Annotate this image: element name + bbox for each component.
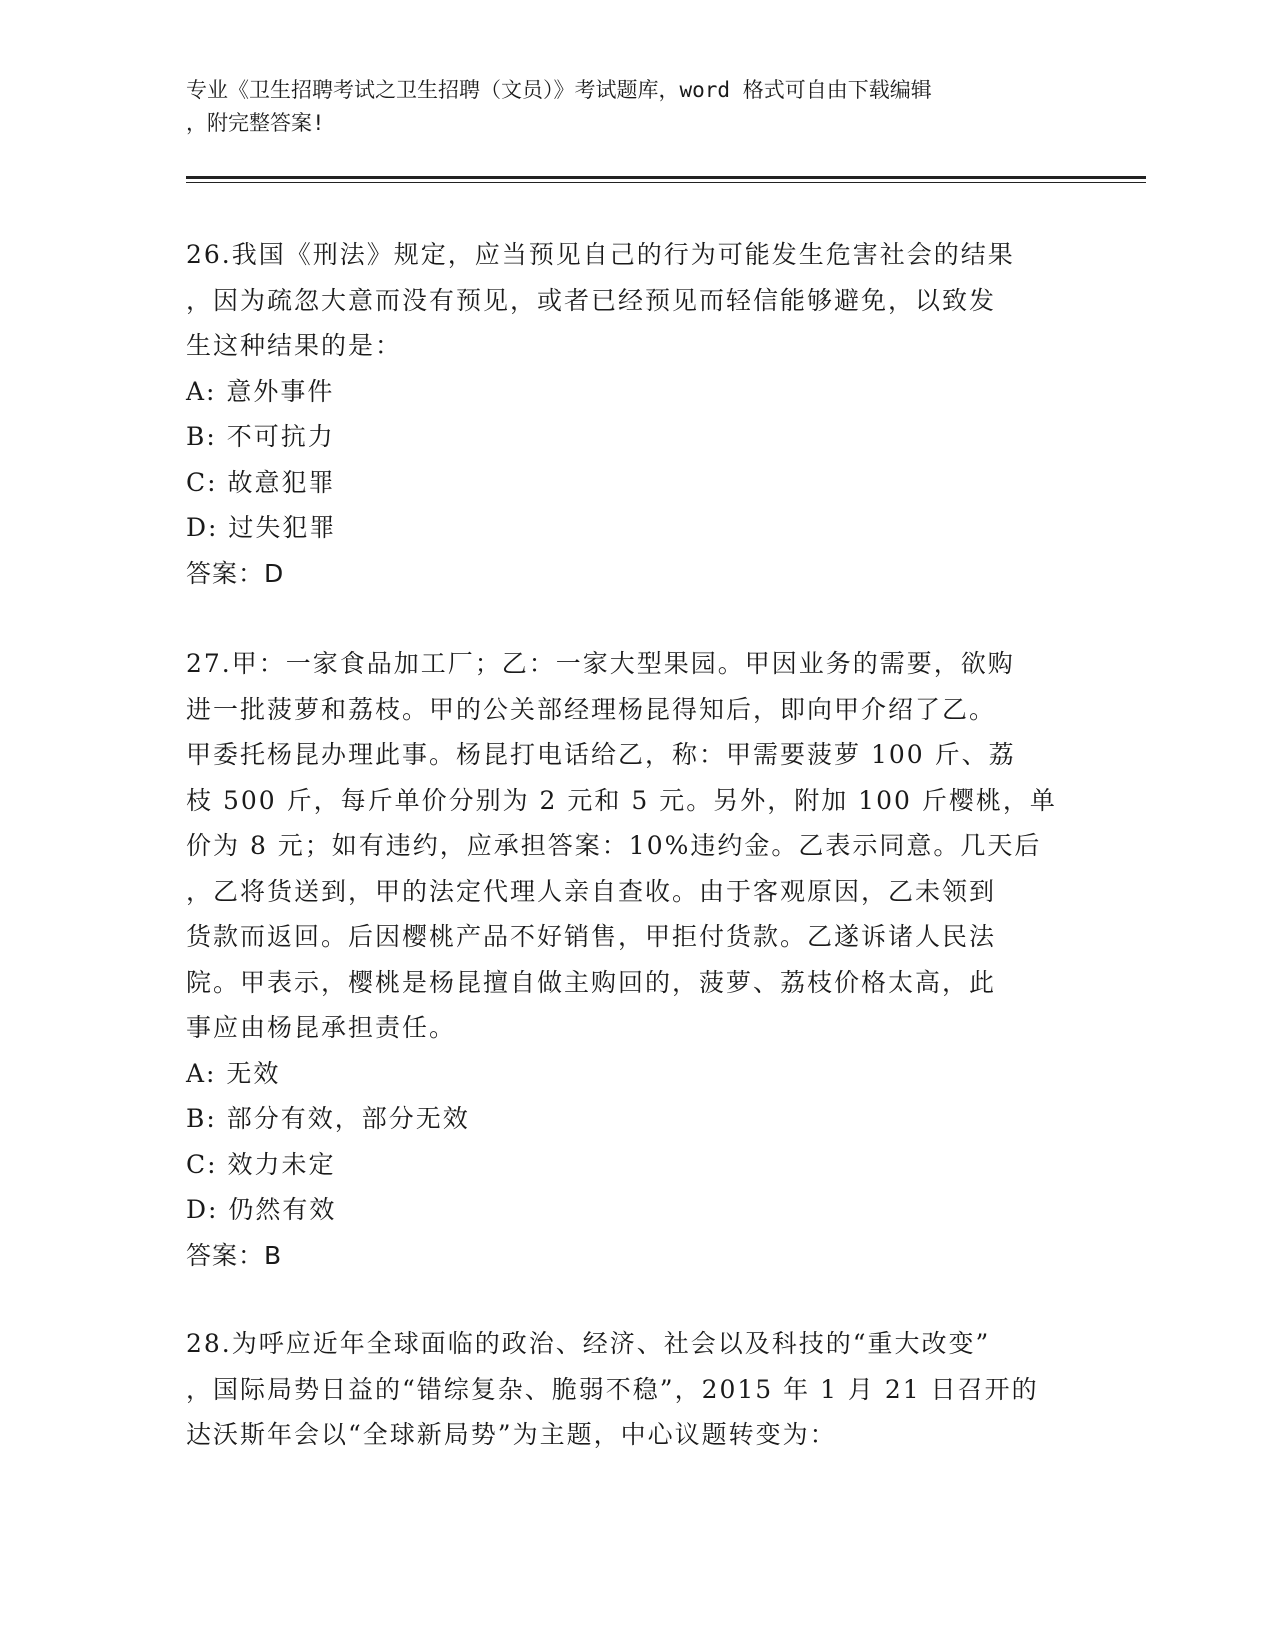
option-d: D: 过失犯罪 — [186, 513, 337, 542]
question-28 — [186, 1321, 1066, 1458]
question-stem-line: 院。甲表示，樱桃是杨昆擅自做主购回的，菠萝、荔枝价格太高，此 — [186, 967, 997, 997]
option-b: B: 部分有效，部分无效 — [186, 1104, 470, 1133]
header-divider-thick — [186, 176, 1146, 179]
question-27 — [186, 641, 1066, 1278]
header-divider-thin — [186, 182, 1146, 183]
answer-label: 答案：B — [186, 1240, 283, 1270]
question-stem-line: ，国际局势日益的“错综复杂、脆弱不稳”，2015 年 1 月 21 日召开的 — [186, 1374, 1039, 1404]
question-stem-line: 进一批菠萝和荔枝。甲的公关部经理杨昆得知后，即向甲介绍了乙。 — [186, 694, 997, 724]
document-header — [186, 74, 1086, 140]
question-stem-line: ，因为疏忽大意而没有预见，或者已经预见而轻信能够避免，以致发 — [186, 285, 997, 315]
question-stem-line: 达沃斯年会以“全球新局势”为主题，中心议题转变为： — [186, 1420, 837, 1449]
option-c: C: 效力未定 — [186, 1149, 336, 1179]
answer-label: 答案：D — [186, 558, 285, 588]
question-stem-line: 价为 8 元；如有违约，应承担答案：10%违约金。乙表示同意。几天后 — [186, 831, 1042, 860]
header-line-1: 专业《卫生招聘考试之卫生招聘（文员）》考试题库，word 格式可自由下载编辑 — [186, 78, 932, 102]
question-stem-line: 货款而返回。后因樱桃产品不好销售，甲拒付货款。乙遂诉诸人民法 — [186, 922, 997, 951]
question-stem-line: ，乙将货送到，甲的法定代理人亲自查收。由于客观原因，乙未领到 — [186, 876, 997, 906]
question-stem-line: 28.为呼应近年全球面临的政治、经济、社会以及科技的“重大改变” — [186, 1329, 991, 1358]
question-stem-line: 生这种结果的是： — [186, 331, 403, 360]
question-stem-line: 事应由杨昆承担责任。 — [186, 1013, 457, 1042]
question-stem-line: 27.甲：一家食品加工厂；乙：一家大型果园。甲因业务的需要，欲购 — [186, 649, 1015, 678]
header-line-2: ，附完整答案! — [186, 111, 325, 135]
question-stem-line: 甲委托杨昆办理此事。杨昆打电话给乙，称：甲需要菠萝 100 斤、荔 — [186, 740, 1016, 769]
option-d: D: 仍然有效 — [186, 1195, 337, 1224]
option-a: A: 无效 — [186, 1058, 281, 1088]
question-26 — [186, 232, 1066, 596]
option-b: B: 不可抗力 — [186, 422, 335, 451]
question-stem-line: 枝 500 斤，每斤单价分别为 2 元和 5 元。另外，附加 100 斤樱桃，单 — [186, 785, 1057, 815]
question-stem-line: 26.我国《刑法》规定，应当预见自己的行为可能发生危害社会的结果 — [186, 240, 1015, 269]
option-a: A: 意外事件 — [186, 376, 335, 406]
option-c: C: 故意犯罪 — [186, 467, 336, 497]
